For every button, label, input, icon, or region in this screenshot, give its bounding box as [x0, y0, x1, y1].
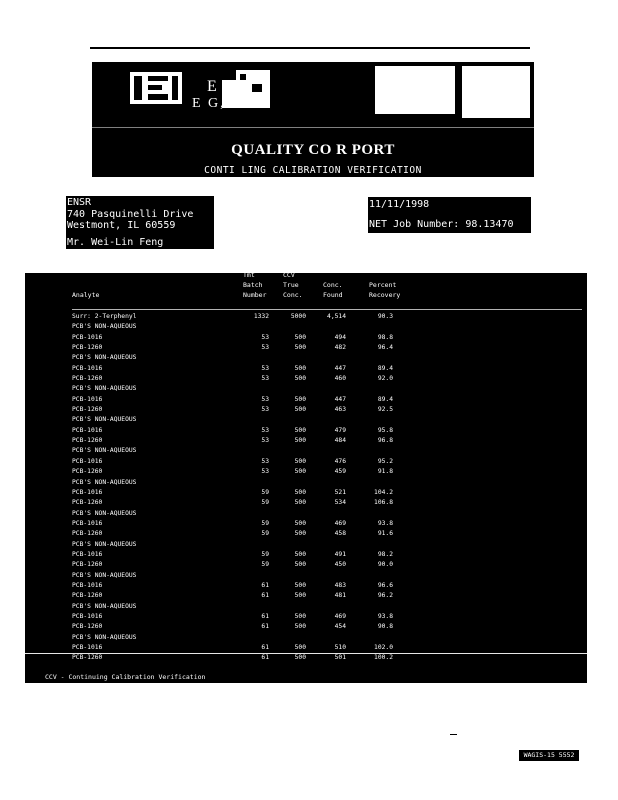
table-row	[72, 509, 582, 519]
batch-cell: 61	[261, 623, 269, 631]
analyte-cell: PCB'S NON-AQUEOUS	[72, 323, 137, 331]
true-conc-cell: 500	[294, 344, 306, 352]
true-conc-cell: 500	[294, 457, 306, 465]
found-cell: 534	[334, 499, 346, 507]
analyte-cell: PCB-1016	[72, 457, 103, 465]
table-row	[72, 653, 582, 663]
table-row	[72, 467, 582, 477]
batch-cell: 53	[261, 426, 269, 434]
found-cell: 458	[334, 530, 346, 538]
batch-cell: 53	[261, 406, 269, 414]
table-row	[72, 612, 582, 622]
table-row	[72, 374, 582, 384]
batch-cell: 59	[261, 530, 269, 538]
true-conc-cell: 500	[294, 437, 306, 445]
report-date: 11/11/1998	[369, 199, 430, 210]
batch-cell: 1332	[253, 313, 269, 320]
recovery-cell: 92.0	[377, 375, 393, 383]
table-row	[72, 643, 582, 653]
found-cell: 469	[334, 519, 346, 527]
table-row	[72, 602, 582, 612]
recovery-cell: 98.2	[377, 550, 393, 558]
found-cell: 460	[334, 375, 346, 383]
analyte-cell: PCB'S NON-AQUEOUS	[72, 447, 137, 455]
analyte-cell: PCB-1260	[72, 406, 103, 414]
analyte-cell: PCB'S NON-AQUEOUS	[72, 540, 137, 548]
found-cell: 476	[334, 457, 346, 465]
table-row	[72, 457, 582, 467]
analyte-cell: PCB-1260	[72, 592, 103, 600]
footnote: CCV - Continuing Calibration Verification	[45, 673, 206, 681]
recovery-cell: 90.8	[377, 623, 393, 631]
batch-cell: 53	[261, 457, 269, 465]
found-cell: 447	[334, 364, 346, 372]
analyte-cell: PCB-1260	[72, 561, 103, 569]
analyte-cell: PCB-1260	[72, 623, 103, 631]
recovery-cell: 100.2	[374, 654, 393, 662]
batch-cell: 53	[261, 437, 269, 445]
table-row	[72, 622, 582, 632]
client-address	[66, 196, 214, 249]
table-row	[72, 498, 582, 508]
analyte-cell: PCB-1260	[72, 468, 103, 476]
table-row	[72, 426, 582, 436]
batch-cell: 53	[261, 468, 269, 476]
analyte-cell: PCB-1016	[72, 395, 103, 403]
table-row	[72, 322, 582, 332]
true-conc-cell: 500	[294, 561, 306, 569]
table-bottom-rule	[25, 653, 587, 654]
job-number: NET Job Number: 98.13470	[369, 218, 514, 230]
true-conc-cell: 500	[294, 426, 306, 434]
analyte-cell: PCB'S NON-AQUEOUS	[72, 571, 137, 579]
analyte-cell: PCB-1016	[72, 426, 103, 434]
found-cell: 4,514	[327, 313, 346, 320]
batch-cell: 59	[261, 488, 269, 496]
table-row	[72, 446, 582, 456]
found-cell: 454	[334, 623, 346, 631]
found-cell: 463	[334, 406, 346, 414]
table-row	[72, 581, 582, 591]
true-conc-cell: 500	[294, 644, 306, 651]
true-conc-cell: 500	[294, 530, 306, 538]
table-row	[72, 478, 582, 488]
table-row	[72, 591, 582, 601]
analyte-cell: PCB'S NON-AQUEOUS	[72, 633, 137, 641]
batch-cell: 61	[261, 581, 269, 589]
batch-cell: 53	[261, 344, 269, 352]
table-row	[72, 364, 582, 374]
true-conc-cell: 500	[294, 519, 306, 527]
true-conc-cell: 500	[294, 550, 306, 558]
batch-cell: 61	[261, 654, 269, 662]
true-conc-cell: 5000	[290, 313, 306, 320]
analyte-cell: PCB'S NON-AQUEOUS	[72, 602, 137, 610]
found-cell: 484	[334, 437, 346, 445]
col-header-batch: Tmt Batch Number	[243, 271, 267, 299]
analyte-cell: PCB-1260	[72, 654, 103, 662]
analyte-cell: PCB'S NON-AQUEOUS	[72, 416, 137, 424]
batch-cell: 53	[261, 333, 269, 341]
batch-cell: 53	[261, 395, 269, 403]
true-conc-cell: 500	[294, 612, 306, 620]
recovery-cell: 93.8	[377, 519, 393, 527]
batch-cell: 53	[261, 375, 269, 383]
analyte-cell: PCB-1260	[72, 344, 103, 352]
found-cell: 521	[334, 488, 346, 496]
batch-cell: 61	[261, 644, 269, 651]
analyte-cell: PCB'S NON-AQUEOUS	[72, 385, 137, 393]
document-id-stamp: WAGIS-15 5552	[519, 750, 579, 761]
analyte-cell: PCB-1260	[72, 499, 103, 507]
table-row	[72, 529, 582, 539]
found-cell: 469	[334, 612, 346, 620]
job-info	[368, 197, 531, 233]
mark	[368, 672, 374, 673]
table-row	[72, 571, 582, 581]
analyte-cell: PCB-1016	[72, 333, 103, 341]
analyte-cell: PCB-1016	[72, 488, 103, 496]
table-row	[72, 488, 582, 498]
true-conc-cell: 500	[294, 375, 306, 383]
report-title: QUALITY CO R PORT	[231, 142, 395, 158]
table-row	[72, 550, 582, 560]
analyte-cell: PCB-1016	[72, 550, 103, 558]
batch-cell: 53	[261, 364, 269, 372]
analyte-cell: PCB-1260	[72, 530, 103, 538]
table-row	[72, 415, 582, 425]
batch-cell: 59	[261, 561, 269, 569]
header-rule	[72, 309, 582, 310]
recovery-cell: 95.8	[377, 426, 393, 434]
col-header-true-conc: CCV True Conc.	[283, 271, 303, 299]
recovery-cell: 102.0	[374, 644, 393, 651]
found-cell: 447	[334, 395, 346, 403]
found-cell: 483	[334, 581, 346, 589]
report-subtitle: CONTI LING CALIBRATION VERIFICATION	[204, 165, 422, 176]
table-row	[72, 405, 582, 415]
table-row	[72, 353, 582, 363]
recovery-cell: 89.4	[377, 395, 393, 403]
analyte-cell: PCB-1016	[72, 644, 103, 651]
analyte-cell: PCB-1016	[72, 581, 103, 589]
true-conc-cell: 500	[294, 654, 306, 662]
found-cell: 479	[334, 426, 346, 434]
table-row	[72, 312, 582, 322]
top-rule	[90, 47, 530, 49]
table-row	[72, 395, 582, 405]
found-cell: 494	[334, 333, 346, 341]
recovery-cell: 93.8	[377, 612, 393, 620]
client-city: Westmont, IL 60559	[67, 220, 176, 231]
batch-cell: 59	[261, 499, 269, 507]
analyte-cell: PCB-1016	[72, 612, 103, 620]
recovery-cell: 96.8	[377, 437, 393, 445]
table-row	[72, 343, 582, 353]
found-cell: 450	[334, 561, 346, 569]
recovery-cell: 104.2	[374, 488, 393, 496]
table-row	[72, 333, 582, 343]
recovery-cell: 96.4	[377, 344, 393, 352]
recovery-cell: 89.4	[377, 364, 393, 372]
true-conc-cell: 500	[294, 623, 306, 631]
recovery-cell: 91.8	[377, 468, 393, 476]
table-row	[72, 633, 582, 643]
found-cell: 481	[334, 592, 346, 600]
table-row	[72, 540, 582, 550]
batch-cell: 59	[261, 519, 269, 527]
analyte-cell: PCB-1260	[72, 437, 103, 445]
true-conc-cell: 500	[294, 488, 306, 496]
col-header-found: Conc. Found	[323, 281, 343, 299]
recovery-cell: 90.0	[377, 561, 393, 569]
recovery-cell: 95.2	[377, 457, 393, 465]
recovery-cell: 96.2	[377, 592, 393, 600]
client-contact: Mr. Wei-Lin Feng	[67, 236, 164, 248]
analyte-cell: PCB-1260	[72, 375, 103, 383]
true-conc-cell: 500	[294, 395, 306, 403]
recovery-cell: 98.8	[377, 333, 393, 341]
results-table	[25, 273, 587, 683]
table-row	[72, 384, 582, 394]
col-header-analyte: Analyte	[72, 291, 100, 299]
col-header-recovery: Percent Recovery	[369, 281, 401, 299]
client-name: ENSR	[67, 197, 92, 208]
recovery-cell: 106.8	[374, 499, 393, 507]
found-cell: 491	[334, 550, 346, 558]
true-conc-cell: 500	[294, 364, 306, 372]
found-cell: 510	[334, 644, 346, 651]
recovery-cell: 96.6	[377, 581, 393, 589]
true-conc-cell: 500	[294, 333, 306, 341]
analyte-cell: PCB-1016	[72, 364, 103, 372]
table-row	[72, 560, 582, 570]
analyte-cell: Surr: 2-Terphenyl	[72, 313, 137, 320]
true-conc-cell: 500	[294, 406, 306, 414]
true-conc-cell: 500	[294, 468, 306, 476]
recovery-cell: 90.3	[377, 313, 393, 320]
recovery-cell: 92.5	[377, 406, 393, 414]
found-cell: 482	[334, 344, 346, 352]
found-cell: 501	[334, 654, 346, 662]
table-row	[72, 436, 582, 446]
true-conc-cell: 500	[294, 581, 306, 589]
logo-letter: E	[207, 78, 217, 95]
analyte-cell: PCB'S NON-AQUEOUS	[72, 354, 137, 362]
client-street: 740 Pasquinelli Drive	[67, 208, 194, 220]
analyte-cell: PCB'S NON-AQUEOUS	[72, 509, 137, 517]
batch-cell: 59	[261, 550, 269, 558]
header-info-box-2	[462, 66, 530, 118]
found-cell: 459	[334, 468, 346, 476]
true-conc-cell: 500	[294, 592, 306, 600]
mark-2	[450, 734, 457, 735]
analyte-cell: PCB-1016	[72, 519, 103, 527]
recovery-cell: 91.6	[377, 530, 393, 538]
table-body	[72, 312, 582, 664]
header-info-box	[375, 66, 455, 114]
company-name: E G,!	[192, 96, 233, 111]
company-logo	[130, 72, 182, 104]
batch-cell: 61	[261, 592, 269, 600]
table-row	[72, 519, 582, 529]
batch-cell: 61	[261, 612, 269, 620]
true-conc-cell: 500	[294, 499, 306, 507]
analyte-cell: PCB'S NON-AQUEOUS	[72, 478, 137, 486]
header-divider	[92, 127, 534, 128]
